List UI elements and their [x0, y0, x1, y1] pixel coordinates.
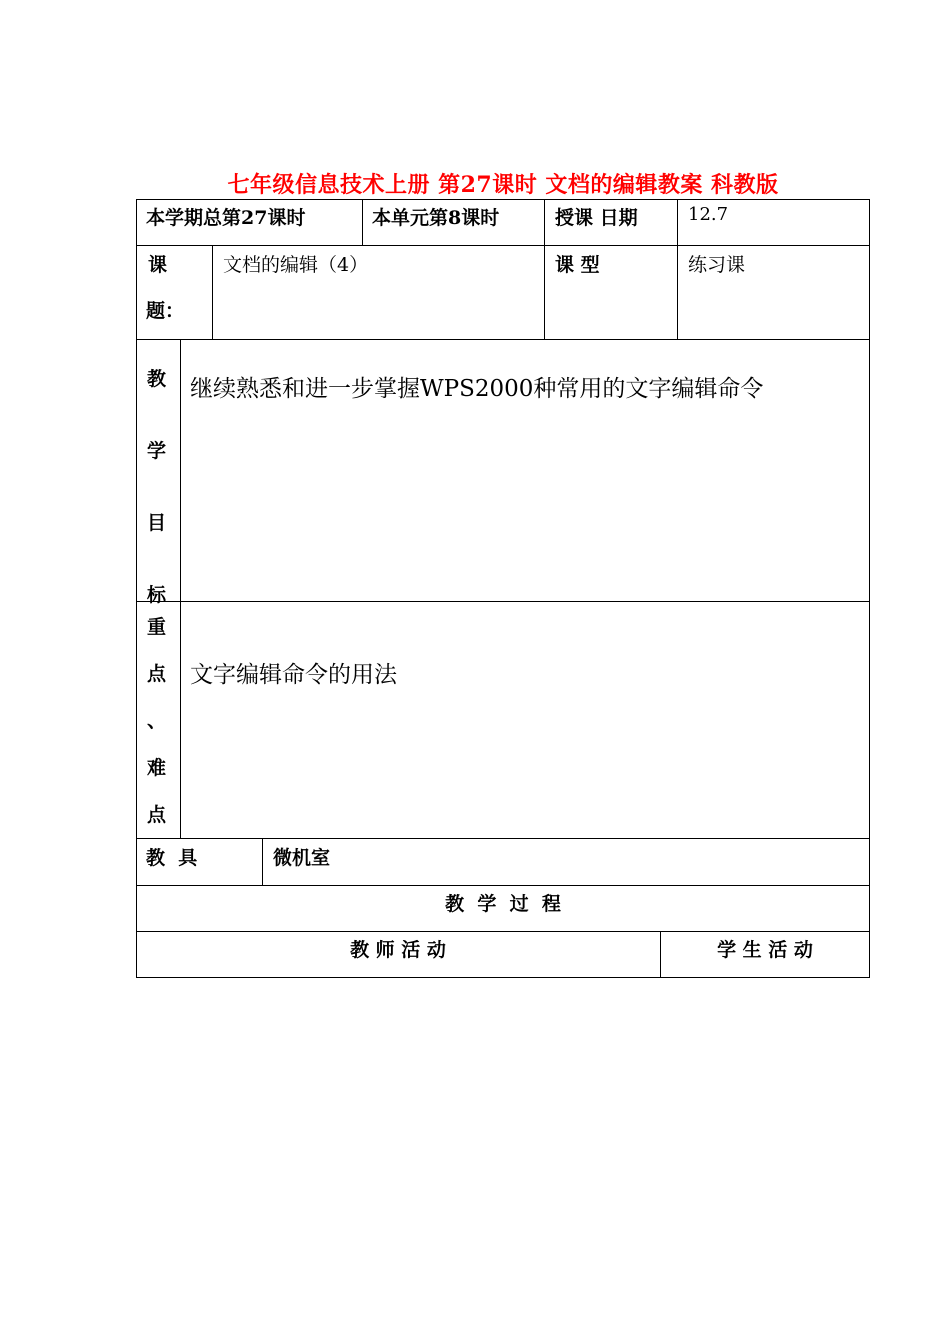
key-points-label [147, 604, 166, 839]
row-divider [136, 601, 870, 602]
process-header: 教 学 过 程 [445, 893, 561, 915]
unit-lesson-cell: 本单元第8课时 [372, 207, 500, 229]
key-points-label-char: 重 [147, 616, 167, 638]
row-divider [136, 339, 870, 340]
table-border-right [869, 199, 870, 978]
tools-value: 微机室 [273, 847, 331, 869]
date-label: 授课 日期 [555, 207, 638, 229]
objectives-label-char: 目 [147, 512, 167, 534]
date-value: 12.7 [688, 204, 729, 225]
table-border-top [136, 199, 870, 200]
row-divider [136, 885, 870, 886]
table-border-bottom [136, 977, 870, 978]
row-divider [136, 931, 870, 932]
type-label: 课 型 [555, 254, 600, 276]
tools-label: 教 具 [146, 847, 198, 869]
type-value: 练习课 [688, 254, 746, 276]
key-points-label-char: 难 [147, 757, 167, 779]
semester-lesson-cell: 本学期总第27课时 [146, 207, 306, 229]
row-divider [136, 245, 870, 246]
table-border-left [136, 199, 137, 978]
student-activity-header: 学 生 活 动 [717, 939, 813, 961]
col-divider [362, 199, 363, 245]
objectives-label [147, 343, 166, 631]
document-title: 七年级信息技术上册 第27课时 文档的编辑教案 科教版 [227, 172, 779, 198]
objectives-label-char: 教 [147, 368, 167, 390]
topic-label-line1: 课 [148, 254, 168, 276]
key-points-label-char: 点 [147, 804, 167, 826]
key-points-label-char: 、 [147, 710, 167, 732]
key-points-text: 文字编辑命令的用法 [190, 662, 397, 688]
col-divider [212, 245, 213, 339]
objectives-text: 继续熟悉和进一步掌握WPS2000种常用的文字编辑命令 [190, 376, 764, 402]
objectives-label-char: 学 [147, 440, 167, 462]
topic-value: 文档的编辑（4） [223, 254, 369, 276]
col-divider [262, 838, 263, 885]
col-divider [544, 199, 545, 339]
topic-label-line2: 题： [146, 300, 185, 322]
col-divider [677, 199, 678, 339]
teacher-activity-header: 教 师 活 动 [350, 939, 446, 961]
key-points-label-char: 点 [147, 663, 167, 685]
objectives-label-char: 标 [147, 584, 167, 606]
row-divider [136, 838, 870, 839]
col-divider [180, 339, 181, 838]
